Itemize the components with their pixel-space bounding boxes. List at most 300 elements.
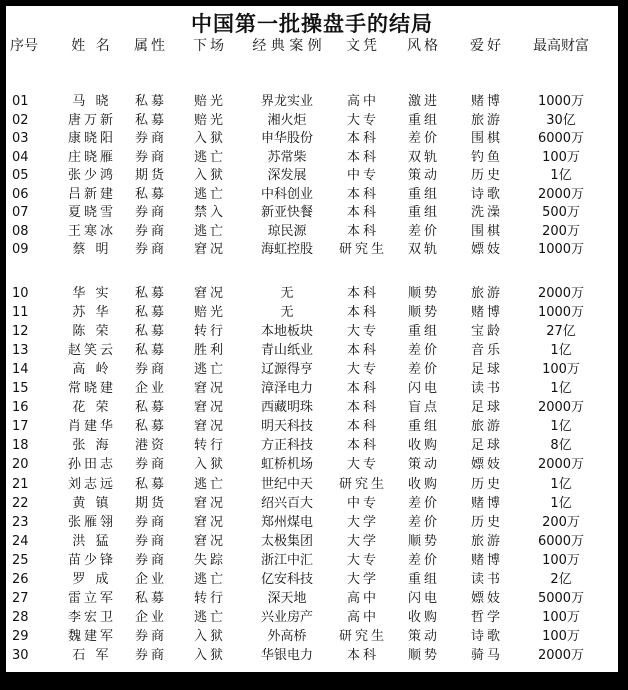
cell-style: 顺势 [407,533,440,549]
cell-end: 窘况 [193,533,226,549]
cell-hobby: 围棋 [470,131,503,146]
cell-name: 张雁翎 [67,514,116,530]
cell-no: 29 [12,628,29,644]
cell-end: 转行 [193,324,226,340]
cell-case: 外高桥 [267,628,307,644]
cell-style: 差价 [407,343,440,359]
cell-case: 深发展 [267,168,307,183]
cell-end: 窘况 [193,419,226,435]
cell-case: 虹桥机场 [260,457,313,473]
cell-name: 苗少锋 [67,552,116,568]
cell-case: 太极集团 [260,533,313,549]
cell-name: 马 晓 [72,94,112,109]
cell-end: 入狱 [193,647,226,663]
cell-max: 2000万 [537,186,585,202]
table-row [6,627,618,646]
cell-no: 17 [12,419,29,435]
cell-case: 新亚快餐 [260,205,313,220]
cell-style: 差价 [407,495,440,511]
cell-name: 肖建华 [67,419,116,435]
table-row [6,589,618,608]
cell-style: 激进 [407,94,440,109]
cell-no: 09 [12,242,29,257]
cell-attr: 企业 [134,609,167,625]
cell-edu: 本科 [346,400,379,416]
header-end: 下场 [193,38,227,54]
cell-name: 魏建军 [67,628,116,644]
cell-no: 14 [12,362,29,378]
cell-case: 方正科技 [260,438,313,454]
cell-hobby: 旅游 [470,112,503,128]
cell-name: 夏晓雪 [67,205,116,220]
cell-no: 07 [12,205,29,220]
cell-max: 1亿 [550,343,572,359]
cell-hobby: 赌博 [470,94,503,109]
cell-case: 世纪中天 [260,476,313,492]
header-style: 风格 [407,38,441,54]
table-row [6,513,618,532]
cell-name: 花 荣 [72,400,112,416]
cell-style: 重组 [407,205,440,220]
cell-name: 雷立军 [67,590,116,606]
cell-no: 28 [12,609,29,625]
cell-case: 华银电力 [260,647,313,663]
cell-edu: 研究生 [338,242,387,257]
cell-no: 08 [12,223,29,239]
cell-max: 200万 [542,223,580,239]
cell-name: 赵笑云 [67,343,116,359]
cell-attr: 券商 [134,552,167,568]
cell-style: 重组 [407,186,440,202]
cell-hobby: 音乐 [470,343,503,359]
header-hobby: 爱好 [470,38,504,54]
cell-style: 重组 [407,419,440,435]
cell-hobby: 嫖妓 [470,457,503,473]
cell-edu: 大专 [346,112,379,128]
cell-case: 绍兴百大 [260,495,313,511]
cell-end: 逃亡 [193,362,226,378]
cell-style: 闪电 [407,590,440,606]
cell-name: 苏 华 [72,305,112,321]
cell-hobby: 哲学 [470,609,503,625]
table-row [6,129,618,148]
cell-attr: 私募 [134,305,167,321]
cell-max: 6000万 [537,131,585,146]
cell-style: 差价 [407,514,440,530]
cell-hobby: 旅游 [470,419,503,435]
cell-max: 100万 [542,552,580,568]
cell-end: 逃亡 [193,609,226,625]
table-row [6,379,618,398]
table-row [6,551,618,570]
table-row [6,398,618,417]
cell-case: 青山纸业 [260,343,313,359]
cell-attr: 券商 [134,242,167,257]
cell-style: 顺势 [407,286,440,301]
cell-style: 差价 [407,223,440,239]
cell-end: 转行 [193,438,226,454]
cell-max: 27亿 [546,324,576,340]
cell-name: 黄 镇 [72,495,112,511]
cell-end: 胜利 [193,343,226,359]
cell-no: 26 [12,571,29,587]
cell-attr: 券商 [134,149,167,165]
cell-style: 差价 [407,131,440,146]
table-row [6,303,618,322]
cell-attr: 私募 [134,286,167,301]
cell-case: 辽源得亨 [260,362,313,378]
cell-hobby: 足球 [470,362,503,378]
table-row [6,166,618,185]
cell-hobby: 诗歌 [470,186,503,202]
cell-style: 策动 [407,457,440,473]
table-row [6,222,618,241]
header-case: 经 典 案 例 [252,38,322,54]
cell-style: 差价 [407,552,440,568]
cell-edu: 中专 [346,495,379,511]
cell-end: 逃亡 [193,571,226,587]
table-row [6,417,618,436]
cell-no: 01 [12,94,29,109]
cell-name: 蔡 明 [72,242,112,257]
cell-name: 陈 荣 [72,324,112,340]
cell-attr: 私募 [134,112,167,128]
cell-attr: 企业 [134,571,167,587]
cell-no: 13 [12,343,29,359]
cell-no: 11 [12,305,29,321]
cell-name: 高 岭 [72,362,112,378]
table-row [6,436,618,455]
cell-no: 30 [12,647,29,663]
cell-no: 22 [12,495,29,511]
cell-end: 赔光 [193,94,226,109]
cell-edu: 大专 [346,362,379,378]
cell-attr: 私募 [134,343,167,359]
cell-attr: 券商 [134,205,167,220]
cell-name: 刘志远 [67,476,116,492]
cell-attr: 券商 [134,362,167,378]
header-name: 姓 名 [71,38,113,54]
cell-case: 苏常柴 [267,149,307,165]
cell-edu: 本科 [346,149,379,165]
cell-end: 入狱 [193,131,226,146]
cell-style: 重组 [407,324,440,340]
cell-attr: 券商 [134,514,167,530]
cell-end: 窘况 [193,495,226,511]
cell-end: 窘况 [193,400,226,416]
cell-hobby: 嫖妓 [470,590,503,606]
cell-edu: 本科 [346,438,379,454]
cell-hobby: 诗歌 [470,628,503,644]
cell-name: 石 军 [72,647,112,663]
cell-style: 重组 [407,571,440,587]
table-row [6,570,618,589]
cell-no: 21 [12,476,29,492]
table-row [6,494,618,513]
cell-max: 100万 [542,628,580,644]
cell-no: 16 [12,400,29,416]
cell-no: 04 [12,149,29,165]
cell-hobby: 赌博 [470,305,503,321]
cell-max: 5000万 [537,590,585,606]
cell-style: 盲点 [407,400,440,416]
cell-style: 顺势 [407,305,440,321]
cell-hobby: 读书 [470,381,503,397]
cell-name: 康晓阳 [67,131,116,146]
cell-case: 申华股份 [260,131,313,146]
cell-attr: 期货 [134,168,167,183]
cell-hobby: 钓鱼 [470,149,503,165]
table-row [6,532,618,551]
cell-attr: 企业 [134,381,167,397]
cell-no: 10 [12,286,29,301]
cell-no: 02 [12,112,29,128]
cell-case: 浙江中汇 [260,552,313,568]
table-row [6,341,618,360]
cell-hobby: 嫖妓 [470,242,503,257]
cell-name: 常晓建 [67,381,116,397]
cell-max: 1亿 [550,381,572,397]
cell-max: 30亿 [546,112,576,128]
cell-max: 2000万 [537,286,585,301]
cell-max: 2000万 [537,647,585,663]
cell-max: 1000万 [537,305,585,321]
cell-hobby: 读书 [470,571,503,587]
cell-edu: 本科 [346,223,379,239]
cell-case: 亿安科技 [260,571,313,587]
cell-hobby: 骑马 [470,647,503,663]
cell-name: 王寒冰 [67,223,116,239]
cell-case: 界龙实业 [260,94,313,109]
cell-no: 18 [12,438,29,454]
cell-attr: 券商 [134,223,167,239]
cell-edu: 本科 [346,343,379,359]
cell-edu: 本科 [346,305,379,321]
cell-edu: 本科 [346,647,379,663]
cell-edu: 本科 [346,381,379,397]
cell-attr: 私募 [134,94,167,109]
cell-edu: 高中 [346,94,379,109]
cell-end: 失踪 [193,552,226,568]
cell-edu: 本科 [346,205,379,220]
cell-attr: 期货 [134,495,167,511]
table-row [6,646,618,665]
cell-max: 1000万 [537,242,585,257]
table-row [6,284,618,303]
cell-attr: 私募 [134,419,167,435]
cell-end: 窘况 [193,286,226,301]
cell-name: 唐万新 [67,112,116,128]
cell-style: 策动 [407,628,440,644]
cell-style: 重组 [407,112,440,128]
table-row [6,360,618,379]
cell-name: 张少鸿 [67,168,116,183]
cell-no: 27 [12,590,29,606]
cell-case: 明天科技 [260,419,313,435]
cell-edu: 本科 [346,286,379,301]
cell-no: 06 [12,186,29,202]
cell-no: 12 [12,324,29,340]
table-row [6,322,618,341]
cell-hobby: 宝龄 [470,324,503,340]
cell-no: 24 [12,533,29,549]
cell-style: 收购 [407,476,440,492]
cell-hobby: 历史 [470,514,503,530]
cell-edu: 本科 [346,131,379,146]
cell-end: 转行 [193,590,226,606]
cell-case: 西藏明珠 [260,400,313,416]
cell-case: 兴业房产 [260,609,313,625]
cell-name: 庄晓雁 [67,149,116,165]
cell-edu: 中专 [346,168,379,183]
cell-edu: 大学 [346,514,379,530]
cell-case: 中科创业 [260,186,313,202]
cell-edu: 本科 [346,186,379,202]
cell-no: 05 [12,168,29,183]
cell-hobby: 旅游 [470,533,503,549]
cell-max: 2亿 [550,571,572,587]
cell-no: 23 [12,514,29,530]
cell-style: 收购 [407,438,440,454]
cell-name: 洪 猛 [72,533,112,549]
cell-edu: 研究生 [338,628,387,644]
cell-max: 100万 [542,609,580,625]
cell-style: 双轨 [407,149,440,165]
cell-hobby: 历史 [470,476,503,492]
table-row [6,203,618,222]
cell-no: 03 [12,131,29,146]
page-title: 中国第一批操盘手的结局 [191,11,433,36]
cell-attr: 私募 [134,476,167,492]
cell-attr: 港资 [134,438,167,454]
cell-hobby: 赌博 [470,495,503,511]
cell-no: 15 [12,381,29,397]
cell-edu: 大学 [346,533,379,549]
cell-edu: 高中 [346,590,379,606]
cell-max: 1000万 [537,94,585,109]
table-row [6,475,618,494]
cell-attr: 券商 [134,533,167,549]
cell-case: 琼民源 [267,223,307,239]
cell-name: 华 实 [72,286,112,301]
cell-case: 无 [280,305,294,321]
cell-name: 李宏卫 [67,609,116,625]
header-max: 最高财富 [533,38,589,54]
cell-case: 海虹控股 [260,242,313,257]
cell-hobby: 围棋 [470,223,503,239]
cell-end: 逃亡 [193,223,226,239]
table-row [6,608,618,627]
cell-end: 入狱 [193,168,226,183]
cell-hobby: 洗澡 [470,205,503,220]
header-attr: 属性 [134,38,168,54]
cell-attr: 私募 [134,590,167,606]
cell-end: 窘况 [193,514,226,530]
header-edu: 文凭 [346,38,380,54]
cell-end: 禁入 [193,205,226,220]
cell-case: 深天地 [267,590,307,606]
cell-attr: 券商 [134,647,167,663]
header-no: 序号 [10,38,38,54]
cell-no: 20 [12,457,29,473]
document-sheet [6,6,618,672]
table-header [6,37,618,56]
cell-hobby: 足球 [470,438,503,454]
cell-max: 200万 [542,514,580,530]
cell-end: 赔光 [193,305,226,321]
cell-style: 差价 [407,362,440,378]
cell-style: 顺势 [407,647,440,663]
cell-max: 1亿 [550,495,572,511]
cell-edu: 大专 [346,552,379,568]
cell-edu: 本科 [346,419,379,435]
cell-attr: 私募 [134,324,167,340]
cell-hobby: 历史 [470,168,503,183]
cell-edu: 大专 [346,324,379,340]
cell-end: 入狱 [193,457,226,473]
cell-max: 1亿 [550,168,572,183]
cell-case: 无 [280,286,294,301]
cell-hobby: 足球 [470,400,503,416]
cell-attr: 私募 [134,400,167,416]
cell-edu: 研究生 [338,476,387,492]
cell-edu: 大学 [346,571,379,587]
table-row [6,111,618,130]
cell-attr: 券商 [134,628,167,644]
cell-max: 100万 [542,362,580,378]
cell-style: 策动 [407,168,440,183]
cell-case: 湘火炬 [267,112,307,128]
cell-attr: 私募 [134,186,167,202]
cell-max: 100万 [542,149,580,165]
cell-max: 6000万 [537,533,585,549]
table-row [6,92,618,111]
table-row [6,240,618,259]
cell-max: 500万 [542,205,580,220]
cell-style: 双轨 [407,242,440,257]
cell-edu: 高中 [346,609,379,625]
cell-end: 逃亡 [193,186,226,202]
table-row [6,148,618,167]
cell-hobby: 旅游 [470,286,503,301]
cell-no: 25 [12,552,29,568]
cell-style: 闪电 [407,381,440,397]
cell-name: 孙田志 [67,457,116,473]
cell-end: 逃亡 [193,476,226,492]
cell-case: 本地板块 [260,324,313,340]
cell-max: 2000万 [537,457,585,473]
cell-name: 吕新建 [67,186,116,202]
cell-end: 窘况 [193,242,226,257]
cell-case: 漳泽电力 [260,381,313,397]
table-row [6,455,618,474]
cell-attr: 券商 [134,131,167,146]
cell-name: 罗 成 [72,571,112,587]
cell-max: 2000万 [537,400,585,416]
cell-hobby: 赌博 [470,552,503,568]
cell-name: 张 海 [72,438,112,454]
table-row [6,185,618,204]
cell-max: 1亿 [550,476,572,492]
cell-attr: 券商 [134,457,167,473]
cell-end: 赔光 [193,112,226,128]
cell-end: 入狱 [193,628,226,644]
cell-edu: 大专 [346,457,379,473]
cell-max: 8亿 [550,438,572,454]
cell-end: 逃亡 [193,149,226,165]
cell-case: 郑州煤电 [260,514,313,530]
cell-max: 1亿 [550,419,572,435]
